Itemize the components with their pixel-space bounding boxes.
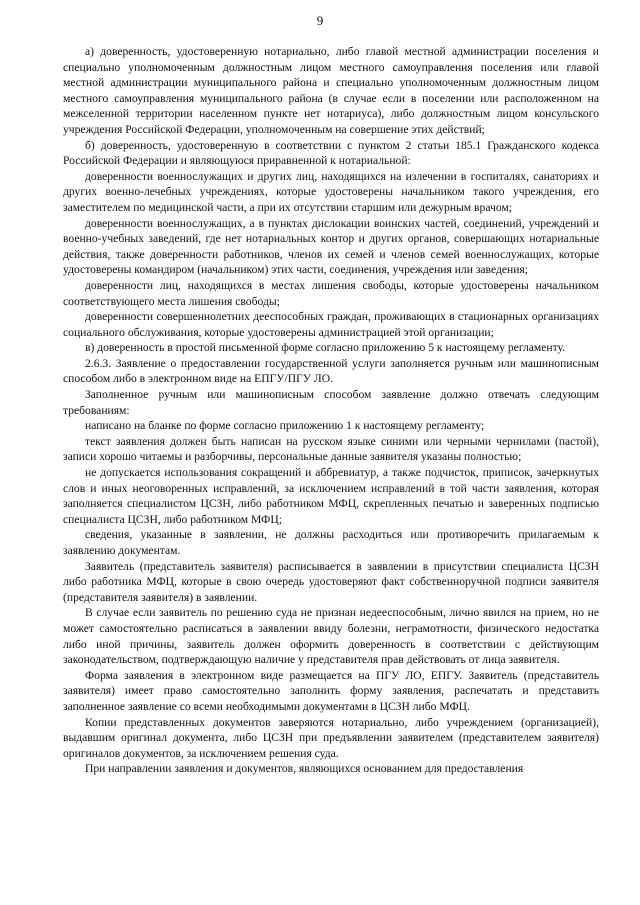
paragraph-unable-to-sign: В случае если заявитель по решению суда не признан недееспособным, лично явился на прием, но не может самостоятельно расписаться в заявлении ввиду болезни, неграмотности, физического недостатка либо иной причины, заявитель должен оформить доверенность в соответствии с действующим законодательством, подтверждающую наличие у представителя прав действовать от лица заявителя. bbox=[63, 606, 599, 667]
paragraph-requirement-ink-legibility: текст заявления должен быть написан на русском языке синими или черными чернилами (пастой), записи хорошо читаемы и разборчивы, персональные данные заявителя указаны полностью; bbox=[63, 434, 599, 464]
paragraph-a-notarized-power-of-attorney: а) доверенность, удостоверенную нотариально, либо главой местной администрации поселения и специально уполномоченным должностным лицом местного самоуправления поселения или главой местной администрации муниципального района и специально уполномоченным должностным лицом местного самоуправления муниципального района (в случае если в поселении или расположенном на межселенной территории населенном пункте нет нотариуса), либо должностным лицом консульского учреждения Российской Федерации, уполномоченным на совершение этих действий; bbox=[63, 45, 599, 136]
paragraph-document-copies: Копии представленных документов заверяются нотариально, либо учреждением (организацией), выдавшим оригинал документа, либо ЦСЗН при предъявлении заявителем (представителем заявителя) оригиналов документов, за исключением решения суда. bbox=[63, 715, 599, 760]
paragraph-requirement-consistency: сведения, указанные в заявлении, не должны расходиться или противоречить прилагаемым к заявлению документам. bbox=[63, 528, 599, 557]
paragraph-requirement-blank-form: написано на бланке по форме согласно приложению 1 к настоящему регламенту; bbox=[85, 419, 485, 433]
paragraph-2-6-3-application-form: 2.6.3. Заявление о предоставлении государственной услуги заполняется ручным или машинописным способом либо в электронном виде на ЕПГУ/ПГУ ЛО. bbox=[63, 356, 599, 386]
paragraph-social-care-attorney: доверенности совершеннолетних дееспособных граждан, проживающих в стационарных организациях социального обслуживания, которые удостоверены администрацией этой организации; bbox=[63, 310, 599, 339]
paragraph-detention-attorney: доверенности лиц, находящихся в местах лишения свободы, которые удостоверены начальником соответствующего места лишения свободы; bbox=[63, 278, 599, 308]
page-number: 9 bbox=[316, 13, 324, 28]
paragraph-military-units-attorney: доверенности военнослужащих, а в пунктах дислокации воинских частей, соединений, учреждений и военно-учебных заведений, где нет нотариальных контор и других органов, совершающих нотариальные действия, также доверенности работников, членов их семей и членов семей военнослужащих, которые удостоверены командиром (начальником) этих части, соединения, учреждения или заведения; bbox=[63, 216, 599, 277]
paragraph-military-hospital-attorney: доверенности военнослужащих и других лиц, находящихся на излечении в госпиталях, санаториях и других военно-лечебных учреждениях, которые удостоверены начальником такого учреждения, его заместителем по медицинской части, а при их отсутствии старшим или дежурным врачом; bbox=[63, 169, 599, 214]
paragraph-v-simple-written-attorney: в) доверенность в простой письменной форме согласно приложению 5 к настоящему регламенту. bbox=[85, 341, 566, 355]
paragraph-requirements-intro: Заполненное ручным или машинописным способом заявление должно отвечать следующим требованиям: bbox=[63, 388, 599, 417]
paragraph-applicant-signature: Заявитель (представитель заявителя) расписывается в заявлении в присутствии специалиста ЦСЗН либо работника МФЦ, которые в свою очередь удостоверяют факт собственноручной подписи заявителя (представителя заявителя) в заявлении. bbox=[63, 559, 599, 604]
paragraph-electronic-form: Форма заявления в электронном виде размещается на ПГУ ЛО, ЕПГУ. Заявитель (представитель заявителя) имеет право самостоятельно заполнить форму заявления, распечатать и представить заполненное заявление со всеми необходимыми документами в ЦСЗН либо МФЦ. bbox=[63, 668, 599, 713]
page-body bbox=[63, 44, 599, 777]
paragraph-submission-continued: При направлении заявления и документов, являющихся основанием для предоставления bbox=[85, 762, 524, 776]
paragraph-requirement-no-abbreviations: не допускается использования сокращений и аббревиатур, а также подчисток, приписок, зачеркнутых слов и иных неоговоренных исправлений, за исключением исправлений в той части заявления, которая заполняется специалистом ЦСЗН, либо работником МФЦ, скрепленных печатью и заверенных подписью специалиста ЦСЗН, либо работником МФЦ; bbox=[63, 466, 599, 526]
paragraph-b-equivalent-power-of-attorney: б) доверенность, удостоверенную в соответствии с пунктом 2 статьи 185.1 Гражданского кодекса Российской Федерации и являющуюся приравненной к нотариальной: bbox=[63, 138, 599, 168]
